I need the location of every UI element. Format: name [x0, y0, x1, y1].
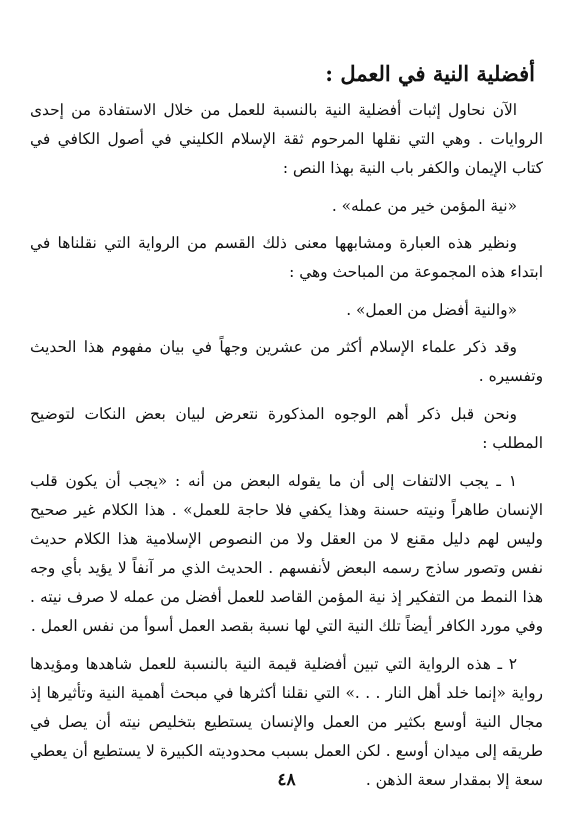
paragraph-intro: الآن نحاول إثبات أفضلية النية بالنسبة للعمل من خلال الاستفادة من إحدى الروايات . وهي التي نقلها المرحوم ثقة الإسلام الكليني في أصول الكافي في كتاب الإيمان والكفر باب النية بهذا النص : — [30, 101, 543, 177]
section-heading: أفضلية النية في العمل : — [325, 61, 535, 86]
paragraph-scholars: وقد ذكر علماء الإسلام أكثر من عشرين وجهاً في بيان مفهوم هذا الحديث وتفسيره . — [30, 338, 543, 385]
page-body — [30, 58, 543, 818]
page-number: ٤٨ — [277, 770, 296, 790]
paragraph-point-1: ١ ـ يجب الالتفات إلى أن ما يقوله البعض من أنه : «يجب أن يكون قلب الإنسان طاهراً ونيته حسنة وهذا يكفي فلا حاجة للعمل» . هذا الكلام غير صحيح وليس لهم دليل مقنع لا من العقل ولا من النصوص الإسلامية هذا الكلام حديث نفس وتصور ساذج رسمه البعض لأنفسهم . الحديث الذي مر آنفاً لا يؤيد بأي وجه هذا النمط من التفكير إذ نية المؤمن القاصد للعمل أفضل من عمله لا صرف نيته . وفي مورد الكافر أيضاً تلك النية التي لها نسبة بقصد العمل أسوأ من نفس العمل . — [30, 472, 543, 635]
quote-hadith-1: «نية المؤمن خير من عمله» . — [331, 197, 517, 215]
quote-hadith-2: «والنية أفضل من العمل» . — [346, 301, 517, 319]
paragraph-similar-phrase: ونظير هذه العبارة ومشابهها معنى ذلك القسم من الرواية التي نقلناها في ابتداء هذه المجموعة من المباحث وهي : — [30, 234, 543, 281]
paragraph-point-2: ٢ ـ هذه الرواية التي تبين أفضلية قيمة النية بالنسبة للعمل شاهدها ومؤيدها رواية «إنما خلد أهل النار . . .» التي نقلنا أكثرها في مبحث أهمية النية وتأثيرها إذ مجال النية أوسع بكثير من العمل والإنسان يستطيع بتخليص نيته أن يصل في طريقه إلى ميدان أوسع . لكن العمل بسبب محدوديته الكبيرة لا يستطيع أن يعطي سعة إلا بمقدار سعة الذهن . — [30, 655, 543, 789]
paragraph-preface-points: ونحن قبل ذكر أهم الوجوه المذكورة نتعرض لبيان بعض النكات لتوضيح المطلب : — [30, 405, 543, 452]
